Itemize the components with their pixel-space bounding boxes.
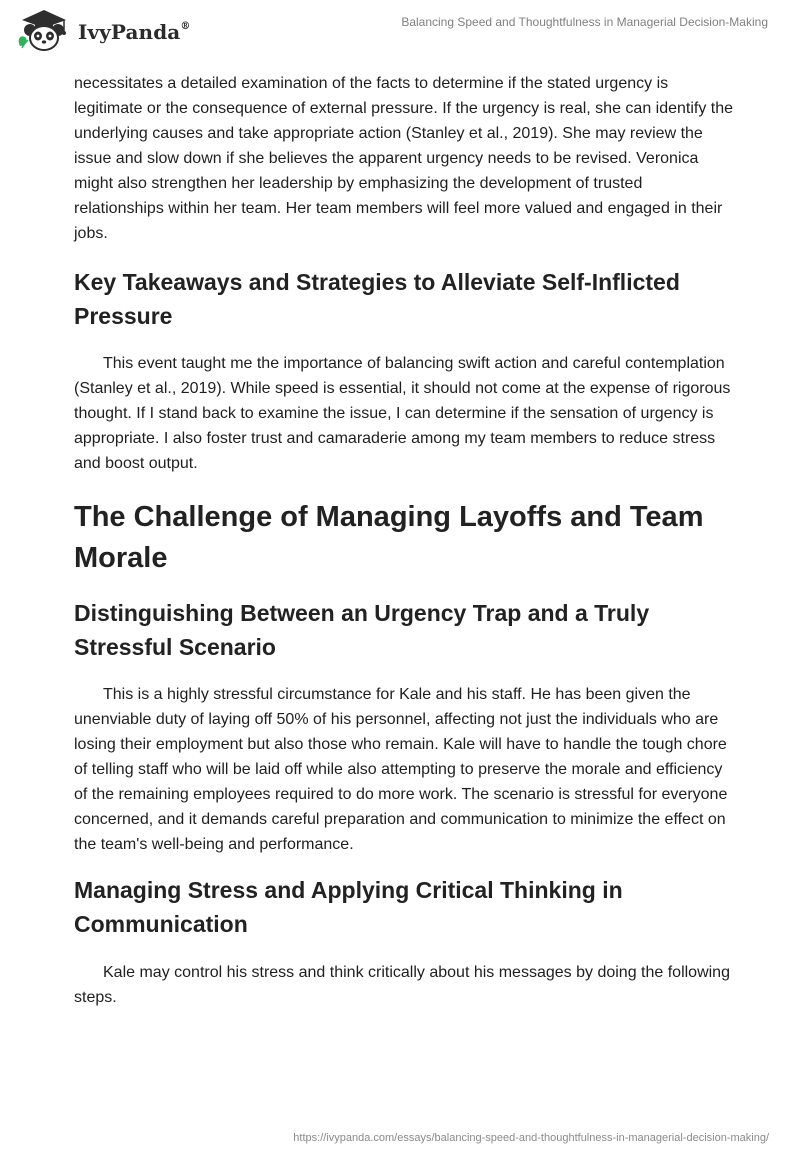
essay-content	[74, 71, 734, 1010]
paragraph: This is a highly stressful circumstance for Kale and his staff. He has been given the unenviable duty of laying off 50% of his personnel, affecting not just the individuals who are losing their employment but also those who remain. Kale will have to handle the tough chore of telling staff who will be laid off while also attempting to preserve the morale and efficiency of the remaining employees required to do more work. The scenario is stressful for everyone concerned, and it demands careful preparation and communication to minimize the effect on the team's well-being and performance.	[74, 686, 728, 853]
running-title: Balancing Speed and Thoughtfulness in Managerial Decision-Making	[401, 15, 768, 29]
panda-mascot-icon	[14, 6, 74, 54]
ivypanda-logo[interactable]	[14, 6, 204, 54]
section-heading: Managing Stress and Applying Critical Thinking in Communication	[74, 877, 623, 937]
page-header	[0, 0, 800, 60]
section-heading: Key Takeaways and Strategies to Alleviate Self-Inflicted Pressure	[74, 269, 680, 329]
paragraph: Kale may control his stress and think critically about his messages by doing the following steps.	[74, 964, 730, 1006]
footer-url-link[interactable]: https://ivypanda.com/essays/balancing-speed-and-thoughtfulness-in-managerial-decision-making/	[293, 1132, 769, 1144]
brand-name: IvyPanda®	[78, 20, 191, 44]
chapter-heading: The Challenge of Managing Layoffs and Team Morale	[74, 501, 704, 574]
paragraph: necessitates a detailed examination of the facts to determine if the stated urgency is legitimate or the consequence of external pressure. If the urgency is real, she can identify the underlying causes and take appropriate action (Stanley et al., 2019). She may review the issue and slow down if she believes the apparent urgency needs to be revised. Veronica might also strengthen her leadership by emphasizing the development of trusted relationships within her team. Her team members will feel more valued and engaged in their jobs.	[74, 75, 734, 242]
paragraph: This event taught me the importance of balancing swift action and careful contemplation (Stanley et al., 2019). While speed is essential, it should not come at the expense of rigorous thought. If I stand back to examine the issue, I can determine if the sensation of urgency is appropriate. I also foster trust and camaraderie among my team members to reduce stress and boost output.	[74, 355, 731, 472]
section-heading: Distinguishing Between an Urgency Trap and a Truly Stressful Scenario	[74, 600, 650, 660]
